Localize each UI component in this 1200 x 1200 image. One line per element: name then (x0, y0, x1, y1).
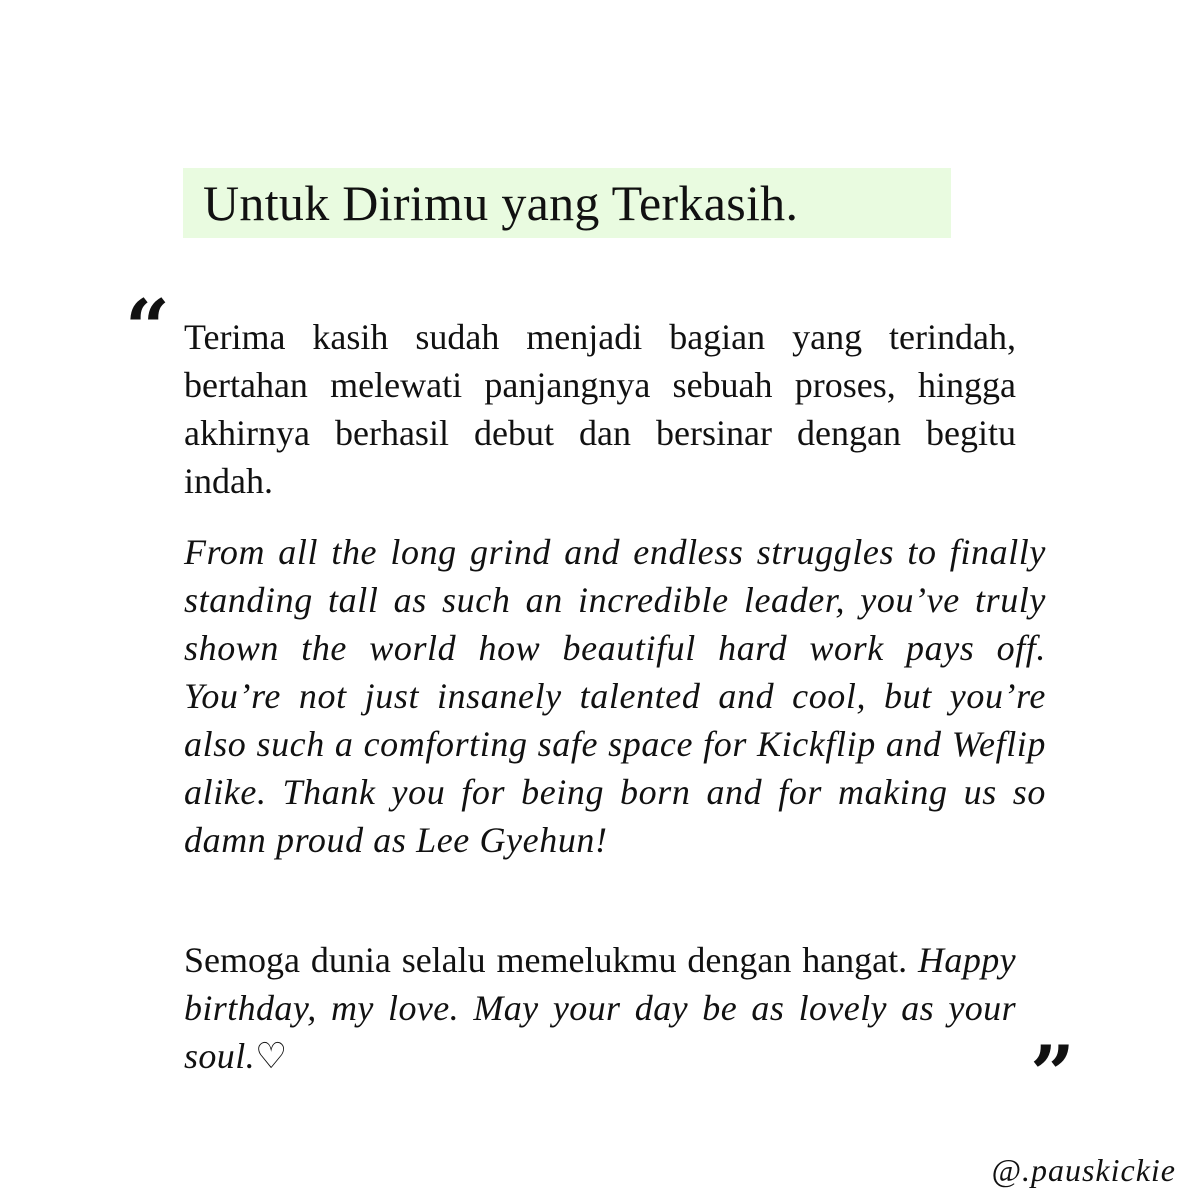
author-handle: @.pauskickie (991, 1152, 1176, 1188)
paragraph-closing (184, 936, 1016, 1080)
close-quote-icon: ” (1030, 1029, 1075, 1120)
title-highlight (183, 168, 951, 238)
closing-italic-text: Happy birthday, my love. May your day be as lovely as your soul.♡ (184, 940, 1016, 1076)
paragraph-english: From all the long grind and endless struggles to finally standing tall as such an incredible leader, you’ve truly shown the world how beautiful hard work pays off. You’re not just insanely talented and cool, but you’re also such a comforting safe space for Kickflip and Weflip alike. Thank you for being born and for making us so damn proud as Lee Gyehun! (184, 532, 1046, 860)
closing-plain-text: Semoga dunia selalu memelukmu dengan hangat. (184, 940, 919, 980)
paragraph-indonesian: Terima kasih sudah menjadi bagian yang terindah, bertahan melewati panjangnya sebuah proses, hingga akhirnya berhasil debut dan bersinar dengan begitu indah. (184, 317, 1016, 501)
page-title: Untuk Dirimu yang Terkasih. (203, 175, 799, 231)
open-quote-icon: “ (125, 283, 170, 374)
